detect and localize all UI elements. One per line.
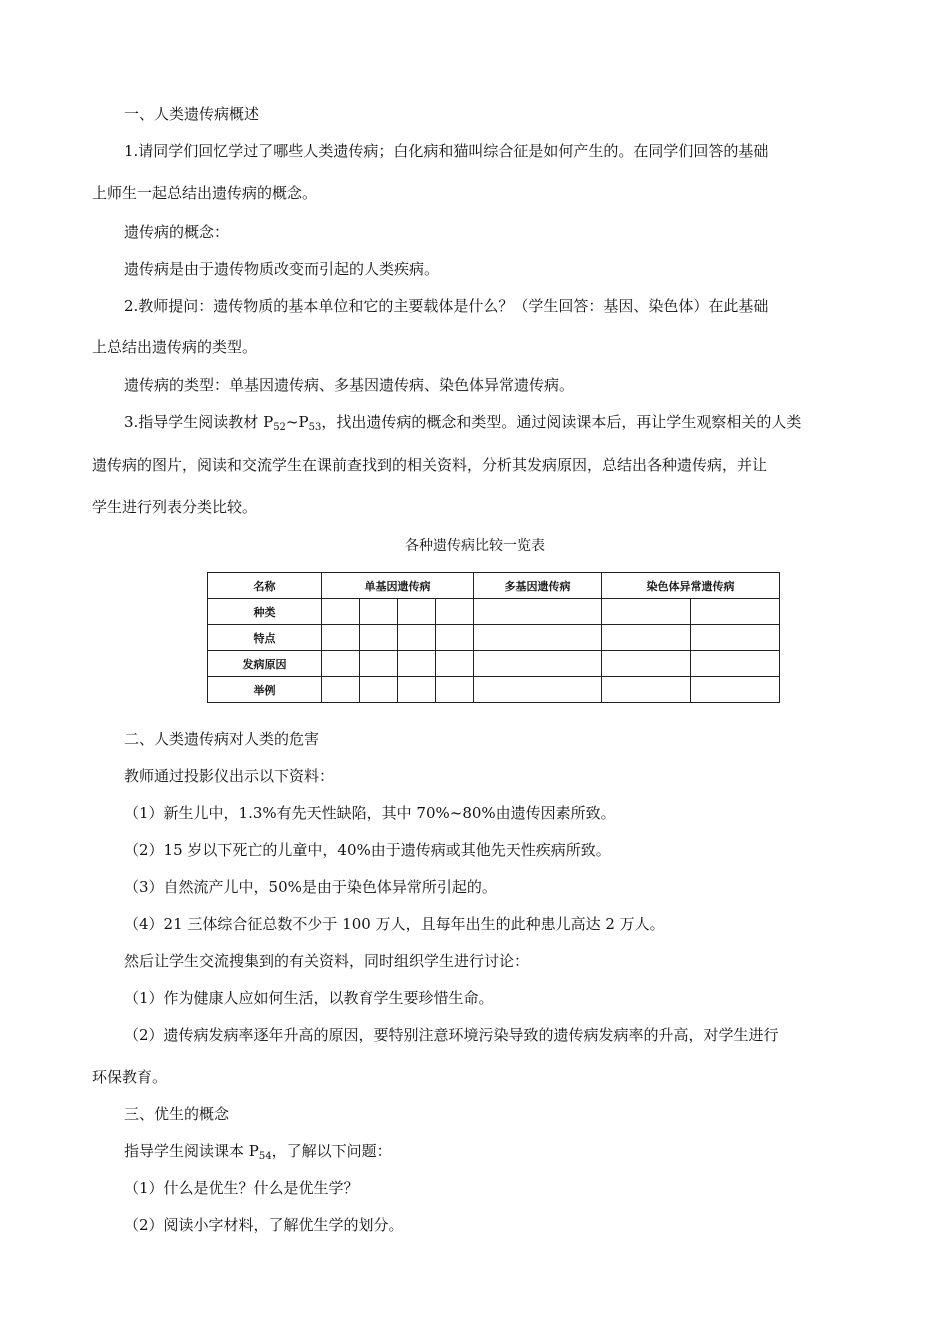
header-multi-gene: 多基因遗传病 [474,573,602,599]
paragraph1-line1: 1.请同学们回忆学过了哪些人类遗传病；白化病和猫叫综合征是如何产生的。在同学们回答的基础 [124,142,769,160]
discussion-intro: 然后让学生交流搜集到的有关资料，同时组织学生进行讨论： [124,952,530,970]
header-chromosome: 染色体异常遗传病 [602,573,780,599]
concept-text: 遗传病是由于遗传物质改变而引起的人类疾病。 [124,260,440,278]
discussion-item-2-line1: （2）遗传病发病率逐年升高的原因，要特别注意环境污染导致的遗传病发病率的升高，对学生进行 [124,1026,779,1044]
data-item-1: （1）新生儿中，1.3%有先天性缺陷，其中 70%~80%由遗传因素所致。 [124,804,616,822]
header-name: 名称 [208,573,322,599]
discussion-item-2-line2: 环保教育。 [92,1068,168,1086]
paragraph3-line2: 遗传病的图片，阅读和交流学生在课前查找到的相关资料，分析其发病原因，总结出各种遗传病，并让 [92,456,768,474]
data-item-4: （4）21 三体综合征总数不少于 100 万人，且每年出生的此种患儿高达 2 万人。 [124,915,665,933]
section1-heading: 一、人类遗传病概述 [124,105,260,123]
section2-heading: 二、人类遗传病对人类的危害 [124,730,320,748]
comparison-table [207,572,780,703]
question-2: （2）阅读小字材料，了解优生学的划分。 [124,1216,404,1234]
section2-intro: 教师通过投影仪出示以下资料： [124,767,335,785]
data-item-2: （2）15 岁以下死亡的儿童中，40%由于遗传病或其他先天性疾病所致。 [124,841,611,859]
question-1: （1）什么是优生？什么是优生学？ [124,1179,359,1197]
row-label-cause: 发病原因 [208,651,322,677]
section3-intro: 指导学生阅读课本 $P_{54}$，了解以下问题： [124,1142,392,1162]
paragraph2-line2: 上总结出遗传病的类型。 [92,338,258,356]
table-header-row [208,573,780,599]
row-label-type: 种类 [208,599,322,625]
section3-heading: 三、优生的概念 [124,1105,230,1123]
table-caption: 各种遗传病比较一览表 [405,538,545,554]
row-label-feature: 特点 [208,625,322,651]
row-label-example: 举例 [208,677,322,703]
concept-label: 遗传病的概念： [124,223,230,241]
data-item-3: （3）自然流产儿中，50%是由于染色体异常所引起的。 [124,878,497,896]
paragraph2-line1: 2.教师提问：遗传物质的基本单位和它的主要载体是什么？（学生回答：基因、染色体）在此基础 [124,297,769,315]
paragraph1-line2: 上师生一起总结出遗传病的概念。 [92,184,318,202]
paragraph3-line3: 学生进行列表分类比较。 [92,498,258,516]
table-row [208,625,780,651]
types-text: 遗传病的类型：单基因遗传病、多基因遗传病、染色体异常遗传病。 [124,376,575,394]
discussion-item-1: （1）作为健康人应如何生活，以教育学生要珍惜生命。 [124,989,494,1007]
table-row [208,651,780,677]
paragraph3-line1: 3.指导学生阅读教材 $P_{52}\sim P_{53}$，找出遗传病的概念和类型。通过阅读课本后，再让学生观察相关的人类 [124,413,802,433]
header-single-gene: 单基因遗传病 [322,573,474,599]
table-row [208,599,780,625]
table-row [208,677,780,703]
